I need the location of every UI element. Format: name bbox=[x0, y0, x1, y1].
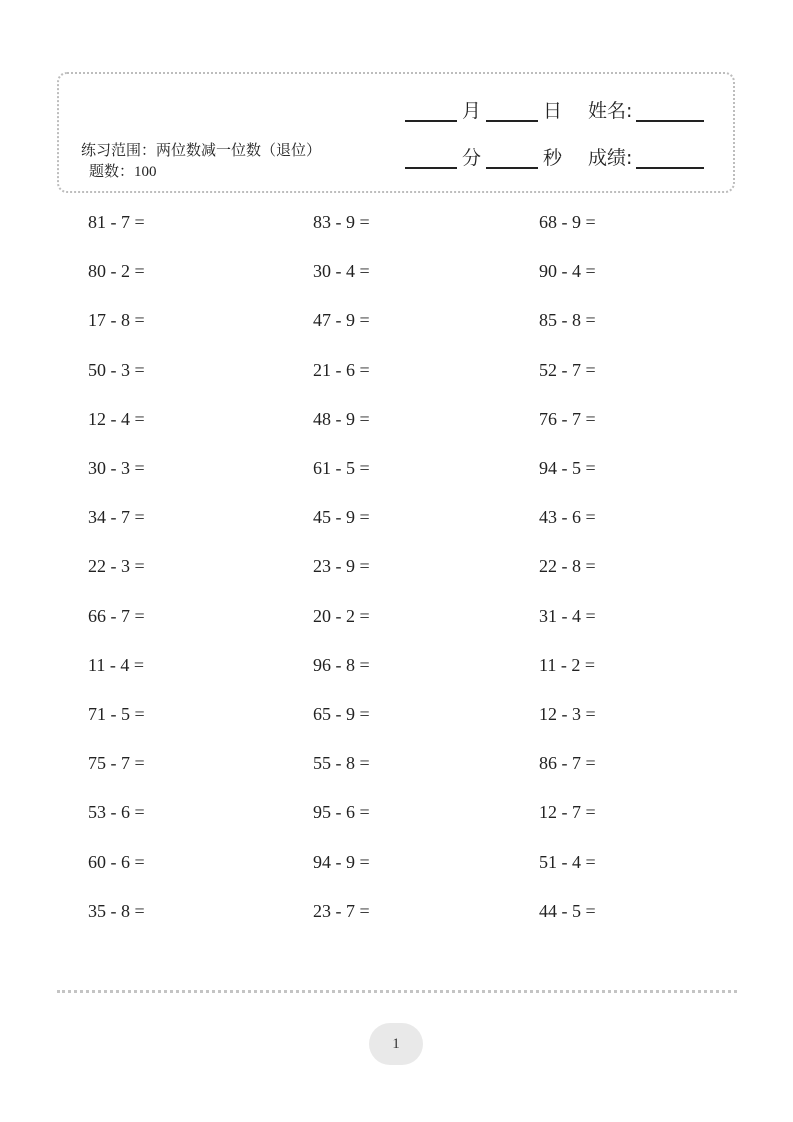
math-problem: 51 - 4 = bbox=[539, 852, 596, 872]
footer-divider bbox=[57, 990, 737, 993]
math-problem: 81 - 7 = bbox=[88, 212, 145, 232]
math-problem: 80 - 2 = bbox=[88, 261, 145, 281]
math-problem: 44 - 5 = bbox=[539, 901, 596, 921]
math-problem: 21 - 6 = bbox=[313, 360, 370, 380]
minute-blank[interactable] bbox=[405, 147, 457, 169]
math-problem: 65 - 9 = bbox=[313, 704, 370, 724]
math-problem: 30 - 4 = bbox=[313, 261, 370, 281]
math-problem: 95 - 6 = bbox=[313, 802, 370, 822]
math-problem: 12 - 3 = bbox=[539, 704, 596, 724]
problem-count: 题数：100 bbox=[89, 164, 157, 180]
name-blank[interactable] bbox=[636, 100, 704, 122]
math-problem: 90 - 4 = bbox=[539, 261, 596, 281]
math-problem: 66 - 7 = bbox=[88, 606, 145, 626]
math-problem: 55 - 8 = bbox=[313, 753, 370, 773]
math-problem: 96 - 8 = bbox=[313, 655, 370, 675]
page-number: 1 bbox=[369, 1023, 423, 1065]
math-problem: 31 - 4 = bbox=[539, 606, 596, 626]
name-label: 姓名: bbox=[588, 100, 633, 122]
math-problem: 12 - 4 = bbox=[88, 409, 145, 429]
month-blank[interactable] bbox=[405, 100, 457, 122]
math-problem: 11 - 4 = bbox=[88, 655, 144, 675]
math-problem: 71 - 5 = bbox=[88, 704, 145, 724]
math-problem: 30 - 3 = bbox=[88, 458, 145, 478]
math-problem: 22 - 8 = bbox=[539, 556, 596, 576]
math-problem: 23 - 7 = bbox=[313, 901, 370, 921]
score-blank[interactable] bbox=[636, 147, 704, 169]
math-problem: 20 - 2 = bbox=[313, 606, 370, 626]
practice-scope bbox=[81, 140, 321, 183]
math-problem: 48 - 9 = bbox=[313, 409, 370, 429]
math-problem: 23 - 9 = bbox=[313, 556, 370, 576]
math-problem: 60 - 6 = bbox=[88, 852, 145, 872]
month-label: 月 bbox=[462, 100, 482, 122]
date-name-row bbox=[405, 100, 704, 122]
scope-text: 练习范围：两位数减一位数（退位） bbox=[81, 141, 322, 159]
math-problem: 61 - 5 = bbox=[313, 458, 370, 478]
minute-label: 分 bbox=[462, 147, 482, 169]
second-blank[interactable] bbox=[486, 147, 538, 169]
math-problem: 12 - 7 = bbox=[539, 802, 596, 822]
math-problem: 50 - 3 = bbox=[88, 360, 145, 380]
math-problem: 76 - 7 = bbox=[539, 409, 596, 429]
math-problem: 68 - 9 = bbox=[539, 212, 596, 232]
math-problem: 17 - 8 = bbox=[88, 310, 145, 330]
math-problem: 53 - 6 = bbox=[88, 802, 145, 822]
math-problem: 34 - 7 = bbox=[88, 507, 145, 527]
math-problem: 45 - 9 = bbox=[313, 507, 370, 527]
math-problem: 94 - 9 = bbox=[313, 852, 370, 872]
math-problem: 22 - 3 = bbox=[88, 556, 145, 576]
math-problem: 83 - 9 = bbox=[313, 212, 370, 232]
math-problem: 43 - 6 = bbox=[539, 507, 596, 527]
math-problem: 85 - 8 = bbox=[539, 310, 596, 330]
day-blank[interactable] bbox=[486, 100, 538, 122]
math-problem: 75 - 7 = bbox=[88, 753, 145, 773]
math-problem: 47 - 9 = bbox=[313, 310, 370, 330]
math-problem: 86 - 7 = bbox=[539, 753, 596, 773]
math-problem: 11 - 2 = bbox=[539, 655, 595, 675]
math-problem: 35 - 8 = bbox=[88, 901, 145, 921]
score-label: 成绩: bbox=[588, 147, 633, 169]
math-problem: 52 - 7 = bbox=[539, 360, 596, 380]
second-label: 秒 bbox=[543, 147, 563, 169]
day-label: 日 bbox=[543, 100, 563, 122]
time-score-row bbox=[405, 147, 704, 169]
worksheet-header bbox=[57, 72, 735, 193]
math-problem: 94 - 5 = bbox=[539, 458, 596, 478]
